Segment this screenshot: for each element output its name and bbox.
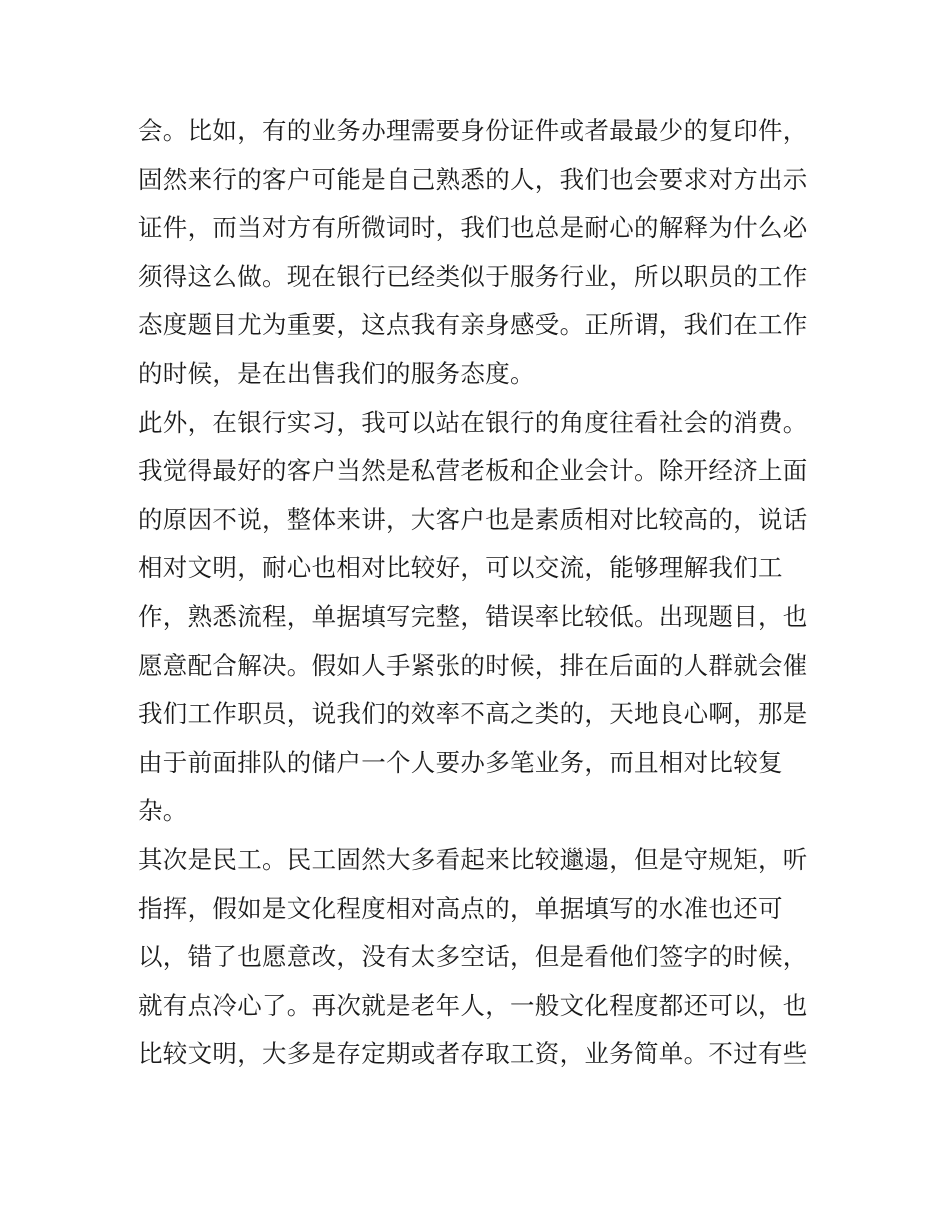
text-line: 的原因不说，整体来讲，大客户也是素质相对比较高的，说话: [138, 504, 808, 534]
text-line: 比较文明，大多是存定期或者存取工资，业务简单。不过有些: [138, 1039, 808, 1069]
text-line: 就有点冷心了。再次就是老年人，一般文化程度都还可以，也: [138, 990, 808, 1020]
text-line: 固然来行的客户可能是自己熟悉的人，我们也会要求对方出示: [138, 164, 808, 194]
text-line: 作，熟悉流程，单据填写完整，错误率比较低。出现题目，也: [138, 601, 808, 631]
text-line: 我们工作职员，说我们的效率不高之类的，天地良心啊，那是: [138, 699, 808, 729]
text-line: 会。比如，有的业务办理需要身份证件或者最最少的复印件，: [138, 116, 808, 145]
text-line: 杂。: [138, 796, 188, 826]
text-line: 态度题目尤为重要，这点我有亲身感受。正所谓，我们在工作: [138, 310, 808, 340]
document-body: [138, 107, 818, 1079]
text-line: 须得这么做。现在银行已经类似于服务行业，所以职员的工作: [138, 261, 808, 291]
text-line: 证件，而当对方有所微词时，我们也总是耐心的解释为什么必: [138, 213, 808, 243]
text-line: 愿意配合解决。假如人手紧张的时候，排在后面的人群就会催: [138, 650, 808, 680]
text-line: 指挥，假如是文化程度相对高点的，单据填写的水准也还可: [138, 893, 783, 923]
text-line: 我觉得最好的客户当然是私营老板和企业会计。除开经济上面: [138, 456, 808, 486]
text-line: 由于前面排队的储户一个人要办多笔业务，而且相对比较复: [138, 747, 783, 777]
text-line: 其次是民工。民工固然大多看起来比较邋遢，但是守规矩，听: [138, 844, 808, 874]
text-line: 相对文明，耐心也相对比较好，可以交流，能够理解我们工: [138, 553, 783, 583]
text-line: 的时候，是在出售我们的服务态度。: [138, 358, 535, 388]
text-line: 此外，在银行实习，我可以站在银行的角度往看社会的消费。: [138, 407, 808, 437]
text-line: 以，错了也愿意改，没有太多空话，但是看他们签字的时候，: [138, 942, 808, 972]
